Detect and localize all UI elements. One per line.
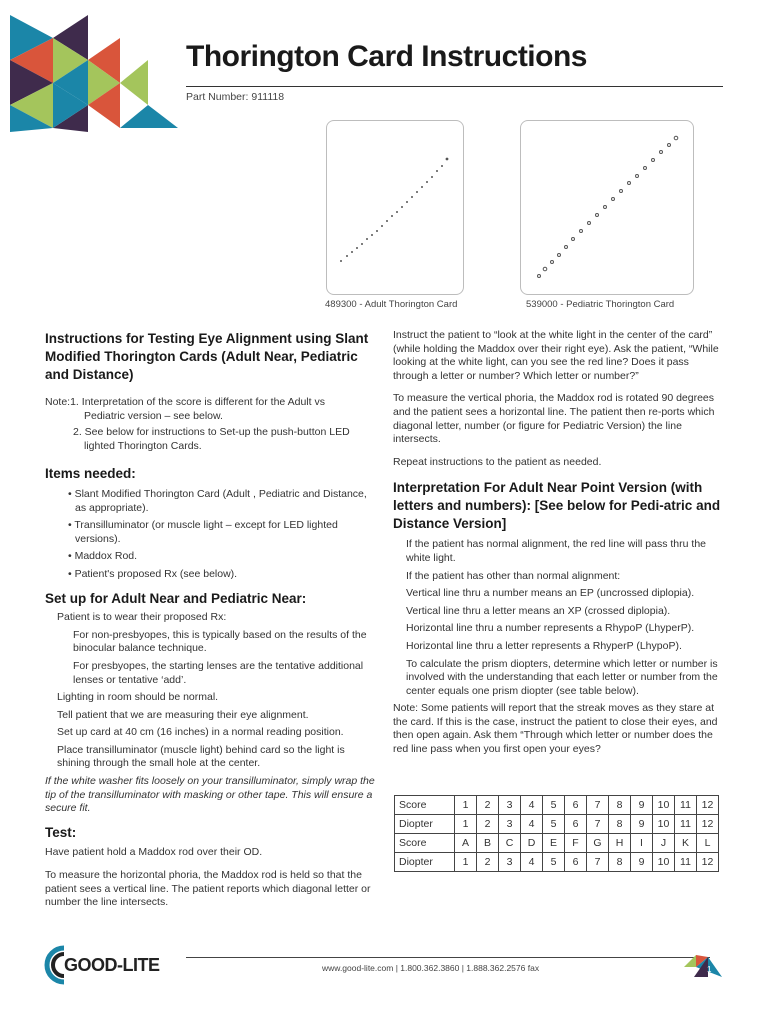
table-cell: 12: [697, 853, 719, 872]
table-row: [395, 834, 719, 853]
table-cell: 1: [455, 796, 477, 815]
page-number-triangle-icon: [684, 955, 724, 979]
table-cell: 12: [697, 815, 719, 834]
table-cell: H: [609, 834, 631, 853]
table-cell: 7: [587, 796, 609, 815]
table-cell: 11: [675, 815, 697, 834]
table-cell: 2: [477, 815, 499, 834]
table-cell: 3: [499, 796, 521, 815]
interp-item: Horizontal line thru a number represents a RhypoP (LhyperP).: [406, 622, 695, 635]
setup-intro: Patient is to wear their proposed Rx:: [57, 611, 227, 624]
table-cell: 12: [697, 796, 719, 815]
interp-item: If the patient has normal alignment, the red line will pass thru the white light.: [406, 538, 706, 564]
table-cell: 7: [587, 815, 609, 834]
table-cell: 9: [631, 815, 653, 834]
table-row: [395, 853, 719, 872]
table-cell: 5: [543, 796, 565, 815]
table-cell: Diopter: [395, 853, 455, 872]
table-cell: K: [675, 834, 697, 853]
title-divider: [186, 86, 723, 87]
part-number: Part Number: 911118: [186, 91, 285, 103]
setup-presbyopes: For presbyopes, the starting lenses are the tentative additional lenses or tentative ‘add’.: [73, 659, 364, 686]
page-title: Thorington Card Instructions: [186, 40, 587, 73]
table-cell: 2: [477, 796, 499, 815]
adult-card-caption: 489300 - Adult Thorington Card: [325, 299, 458, 310]
left-column: [45, 330, 375, 910]
test-heading: Test:: [45, 824, 77, 840]
table-cell: Score: [395, 834, 455, 853]
table-cell: D: [521, 834, 543, 853]
table-cell: 4: [521, 796, 543, 815]
pediatric-card-image: [520, 120, 694, 295]
test-paragraph-1: Have patient hold a Maddox rod over their OD.: [45, 846, 263, 859]
test-paragraph-2: To measure the horizontal phoria, the Maddox rod is held so that the patient sees a vertical line. The patient reports which diagonal letter or number the line intersects.: [45, 869, 371, 909]
table-cell: 5: [543, 853, 565, 872]
table-cell: 6: [565, 796, 587, 815]
table-cell: 10: [653, 796, 675, 815]
table-cell: 11: [675, 853, 697, 872]
table-cell: C: [499, 834, 521, 853]
item-card: • Slant Modified Thorington Card (Adult , Pediatric and Distance, as appropriate).: [68, 487, 367, 514]
table-cell: 1: [455, 815, 477, 834]
item-rx: • Patient's proposed Rx (see below).: [68, 567, 238, 580]
table-cell: 3: [499, 815, 521, 834]
page-number: 1: [707, 965, 712, 974]
interp-item: Vertical line thru a letter means an XP (crossed diplopia).: [406, 604, 671, 617]
note-1: Note:1. Interpretation of the score is different for the Adult vs: [45, 396, 325, 408]
table-cell: 10: [653, 853, 675, 872]
setup-heading: Set up for Adult Near and Pediatric Near:: [45, 590, 307, 606]
setup-step: Tell patient that we are measuring their eye alignment.: [57, 708, 309, 721]
item-transilluminator: • Transilluminator (or muscle light – except for LED lighted versions).: [68, 519, 338, 545]
table-cell: 8: [609, 853, 631, 872]
instruct-paragraph: Instruct the patient to “look at the white light in the center of the card” (while holding the Maddox over their right eye). Ask the patient, “While looking at the white light, can you see the red line? Does it pass through a letter or number? Which letter or number?”: [393, 329, 719, 382]
item-maddox-rod: • Maddox Rod.: [68, 550, 138, 563]
table-cell: 11: [675, 796, 697, 815]
interp-item: Horizontal line thru a letter represents a RhyperP (LhypoP).: [406, 639, 682, 652]
footer-contact: www.good-lite.com | 1.800.362.3860 | 1.888.362.2576 fax: [322, 963, 540, 973]
table-cell: 5: [543, 815, 565, 834]
table-cell: E: [543, 834, 565, 853]
vertical-phoria-paragraph: To measure the vertical phoria, the Maddox rod is rotated 90 degrees and the patient sees a horizontal line. The patient then re-ports which diagonal letter, number (or figure for Pediatric Version) the line intersects.: [393, 392, 715, 446]
setup-tip: If the white washer fits loosely on your transilluminator, simply wrap the tip of the transilluminator with masking or other tape. This will ensure a secure fit.: [45, 775, 375, 815]
table-cell: G: [587, 834, 609, 853]
table-cell: 7: [587, 853, 609, 872]
setup-step: Place transilluminator (muscle light) behind card so the light is shining through the small hole at the center.: [57, 743, 345, 770]
streak-note: Note: Some patients will report that the streak moves as they stare at the card. If this is the case, instruct the patient to close their eyes, and then open again. Ask them “Through which letter or number does the red line pass when you first open your eyes?: [393, 702, 718, 756]
table-cell: Diopter: [395, 815, 455, 834]
note-2: 2. See below for instructions to Set-up the push-button LED: [73, 426, 350, 439]
table-cell: J: [653, 834, 675, 853]
table-cell: 4: [521, 853, 543, 872]
pediatric-card-dots: [521, 121, 693, 294]
footer-divider: [186, 957, 710, 958]
table-cell: 10: [653, 815, 675, 834]
table-cell: 6: [565, 853, 587, 872]
adult-card-dots: [327, 121, 463, 294]
instructions-heading: Instructions for Testing Eye Alignment using Slant Modified Thorington Cards (Adult Near, Pediatric and Distance): [45, 331, 369, 382]
repeat-paragraph: Repeat instructions to the patient as needed.: [393, 455, 602, 468]
table-cell: 1: [455, 853, 477, 872]
triangle-pattern-logo: [8, 10, 188, 134]
table-cell: B: [477, 834, 499, 853]
setup-nonpresbyopes: For non-presbyopes, this is typically based on the results of the binocular balance technique.: [73, 628, 367, 655]
table-cell: 8: [609, 815, 631, 834]
table-cell: A: [455, 834, 477, 853]
table-cell: 4: [521, 815, 543, 834]
setup-step: Set up card at 40 cm (16 inches) in a normal reading position.: [57, 726, 344, 739]
table-cell: 9: [631, 853, 653, 872]
interp-item: If the patient has other than normal alignment:: [406, 569, 621, 582]
table-cell: I: [631, 834, 653, 853]
table-cell: 9: [631, 796, 653, 815]
brand-logo-text: GOOD-LITE: [64, 955, 160, 975]
interpretation-heading: Interpretation For Adult Near Point Version (with letters and numbers): [See below for Pedi-atric and Distance Version]: [393, 480, 721, 532]
pediatric-card-caption: 539000 - Pediatric Thorington Card: [526, 299, 675, 310]
adult-card-image: [326, 120, 464, 295]
table-row: [395, 815, 719, 834]
table-cell: 2: [477, 853, 499, 872]
table-cell: Score: [395, 796, 455, 815]
note-1-cont: Pediatric version – see below.: [84, 409, 223, 422]
table-row: [395, 796, 719, 815]
setup-step: Lighting in room should be normal.: [57, 691, 219, 704]
table-cell: 6: [565, 815, 587, 834]
table-cell: 3: [499, 853, 521, 872]
table-cell: F: [565, 834, 587, 853]
table-cell: L: [697, 834, 719, 853]
score-table: [394, 795, 719, 872]
note-2-cont: lighted Thorington Cards.: [84, 439, 202, 452]
right-column: [393, 329, 723, 757]
interp-item: Vertical line thru a number means an EP (uncrossed diplopia).: [406, 587, 695, 600]
interp-item: To calculate the prism diopters, determine which letter or number is involved with the understanding that each letter or number from the center equals one prism diopter (see table below).: [406, 657, 718, 697]
table-cell: 8: [609, 796, 631, 815]
items-heading: Items needed:: [45, 466, 136, 482]
